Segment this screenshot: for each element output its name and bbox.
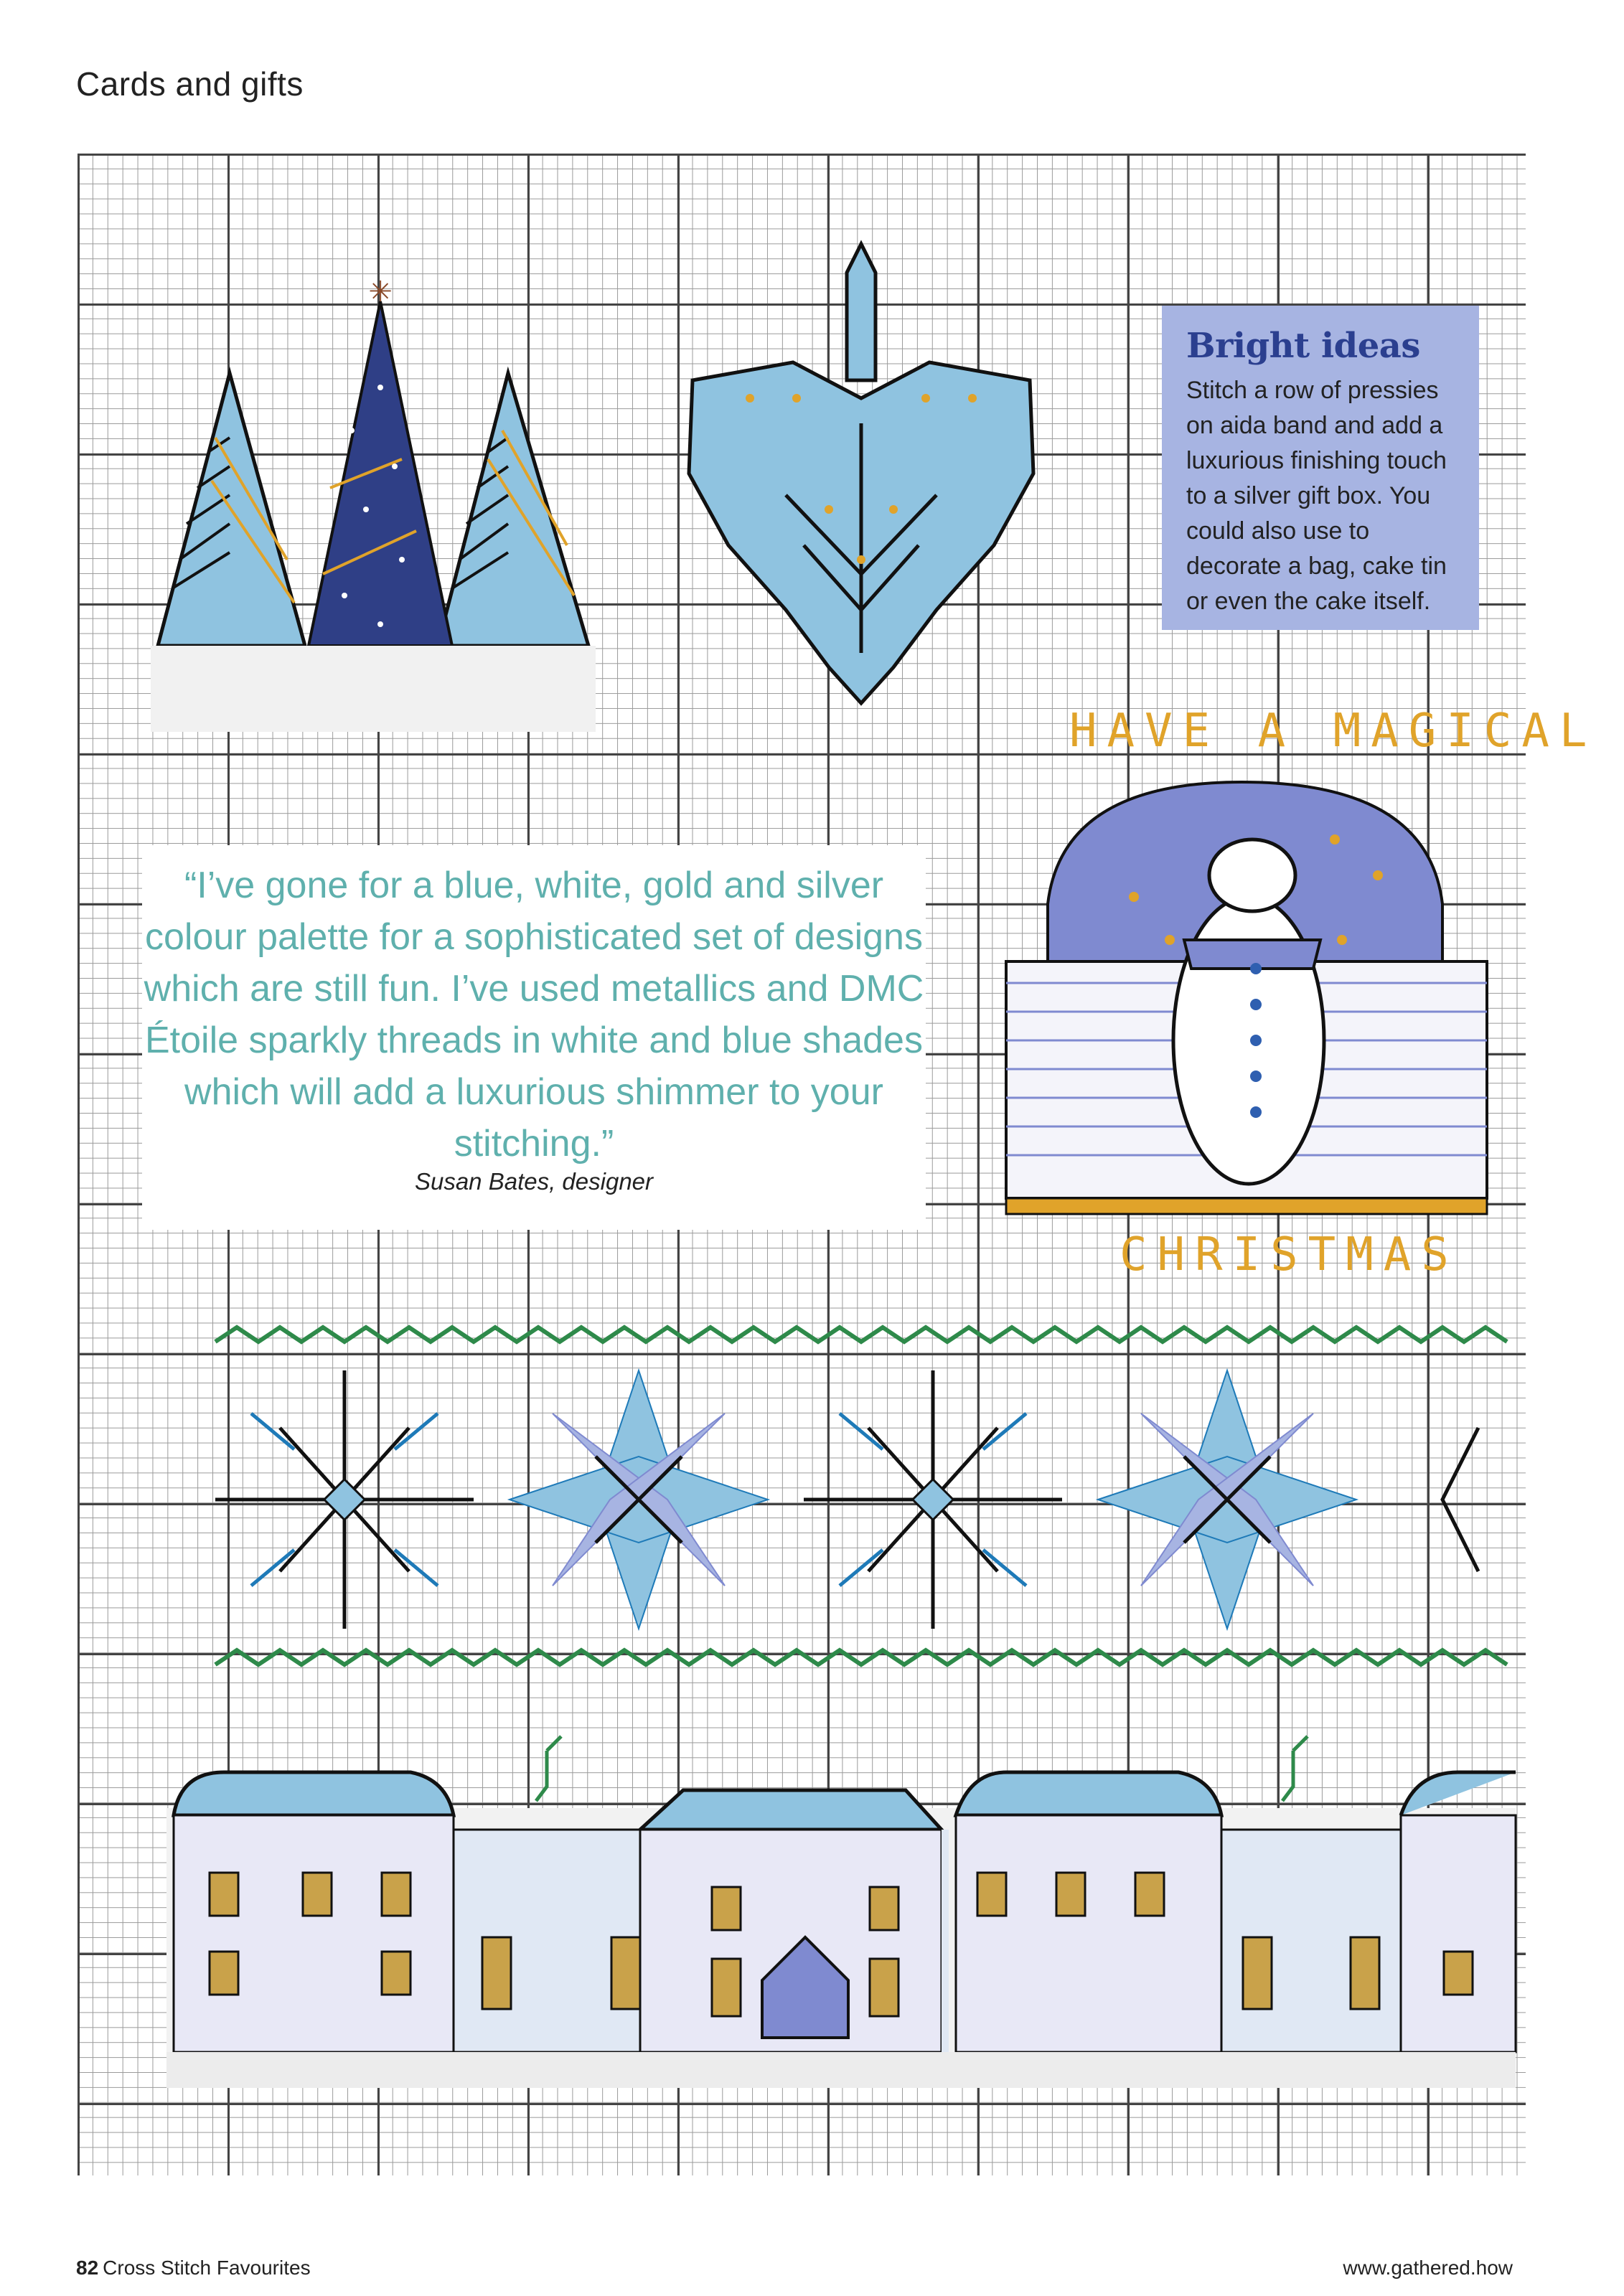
bright-ideas-body: Stitch a row of pressies on aida band and add a luxurious finishing touch to a silver gift box. You could also use to decorate a bag, cake tin or even the cake itself.	[1186, 377, 1447, 615]
snowglobe-bottom-text: CHRISTMAS	[1120, 1228, 1459, 1281]
svg-text:✳: ✳	[368, 276, 393, 309]
section-title: Cards and gifts	[76, 65, 304, 103]
houses-chart	[166, 1722, 1516, 2109]
bright-ideas-box	[1162, 306, 1479, 630]
page-number: 82	[76, 2257, 99, 2279]
page-footer-left	[76, 2257, 311, 2279]
snowflake-band-chart	[208, 1320, 1521, 1686]
trees-chart	[144, 273, 646, 761]
quote-text: “I’ve gone for a blue, white, gold and silver colour palette for a sophisticated set of designs which are still fun. I’ve used metallics and DMC Étoile sparkly threads in white and blue shades which will add a luxurious shimmer to your stitching.”	[144, 865, 924, 1165]
snowglobe-chart	[998, 703, 1597, 1281]
designer-quote	[142, 845, 926, 1230]
snowglobe-top-text: HAVE A MAGICAL	[1069, 705, 1597, 758]
quote-attribution: Susan Bates, designer	[414, 1168, 654, 1195]
website-link[interactable]: www.gathered.how	[1343, 2257, 1513, 2279]
heart-chart	[678, 237, 1051, 725]
magazine-name: Cross Stitch Favourites	[103, 2257, 311, 2279]
bright-ideas-title: Bright ideas	[1186, 326, 1420, 366]
